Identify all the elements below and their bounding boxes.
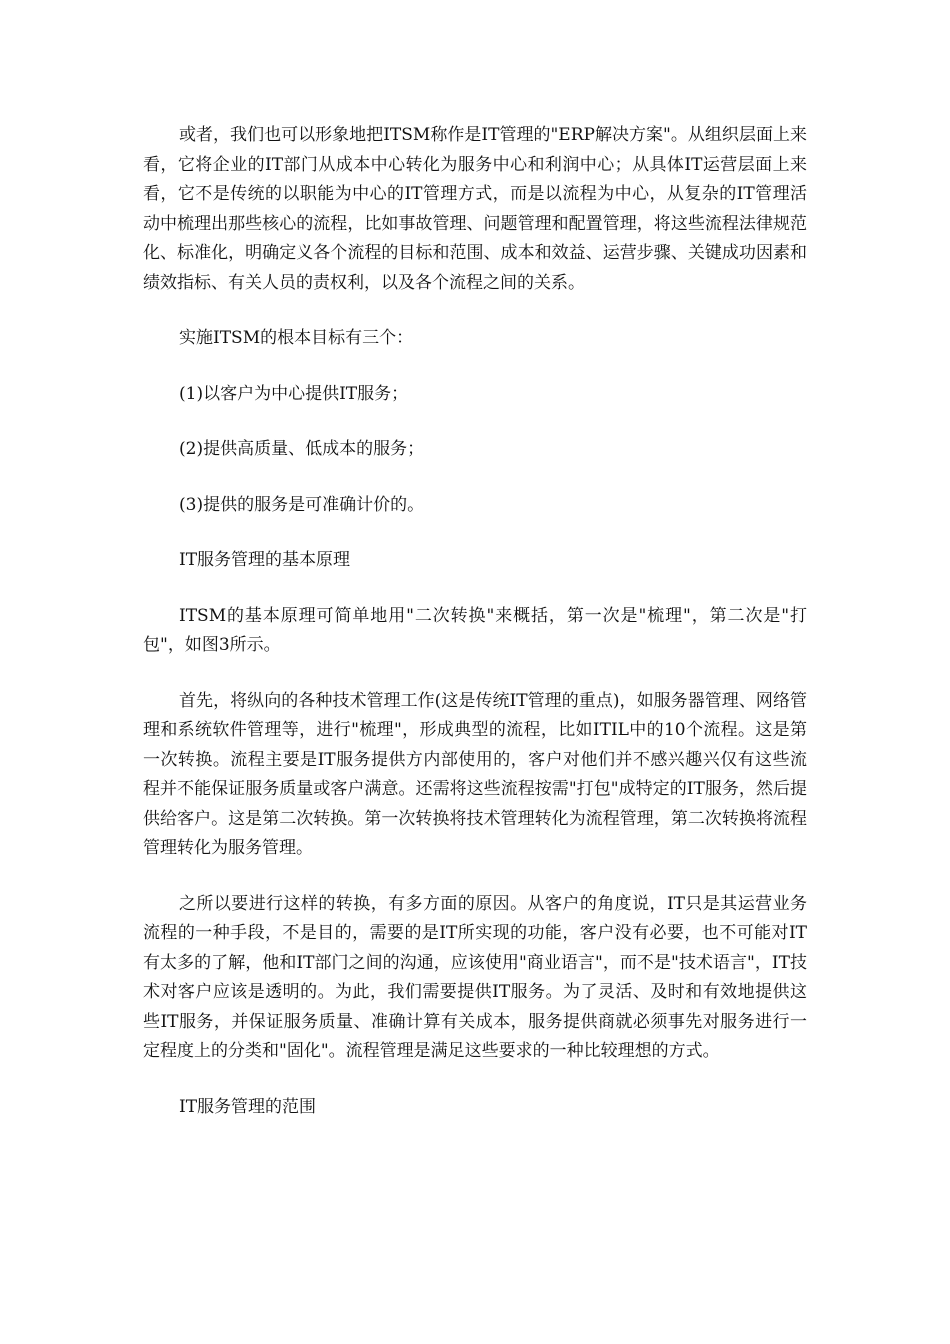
list-item-goal-2: (2)提供高质量、低成本的服务； — [179, 439, 425, 459]
section-heading-principles: IT服务管理的基本原理 — [179, 550, 351, 570]
paragraph-itsm-erp: 或者，我们也可以形象地把ITSM称作是IT管理的"ERP解决方案"。从组织层面上来看，它将企业的IT部门从成本中心转化为服务中心和利润中心；从具体IT运营层面上来看，它不是传统的以职能为中心的IT管理方式，而是以流程为中心，从复杂的IT管理活动中梳理出那些核心的流程，比如事故管理、问题管理和配置管理，将这些流程法律规范化、标准化，明确定义各个流程的目标和范围、成本和效益、运营步骤、关键成功因素和绩效指标、有关人员的责权利，以及各个流程之间的关系。 — [143, 125, 807, 293]
document-body — [143, 121, 807, 1148]
list-item-goal-3: (3)提供的服务是可准确计价的。 — [179, 494, 425, 515]
paragraph-first-conversion: 首先，将纵向的各种技术管理工作(这是传统IT管理的重点)，如服务器管理、网络管理和系统软件管理等，进行"梳理"，形成典型的流程，比如ITIL中的10个流程。这是第一次转换。流程主要是IT服务提供方内部使用的，客户对他们并不感兴趣兴仅有这些流程并不能保证服务质量或客户满意。还需将这些流程按需"打包"成特定的IT服务，然后提供给客户。这是第二次转换。第一次转换将技术管理转化为流程管理，第二次转换将流程管理转化为服务管理。 — [143, 690, 807, 858]
list-item-goal-1: (1)以客户为中心提供IT服务； — [179, 383, 409, 404]
paragraph-two-conversions: ITSM的基本原理可简单地用"二次转换"来概括，第一次是"梳理"，第二次是"打包"，如图3所示。 — [143, 605, 807, 655]
section-heading-scope: IT服务管理的范围 — [179, 1096, 317, 1117]
paragraph-goals-intro: 实施ITSM的根本目标有三个： — [179, 328, 414, 348]
paragraph-conversion-reasons: 之所以要进行这样的转换，有多方面的原因。从客户的角度说，IT只是其运营业务流程的一种手段，不是目的，需要的是IT所实现的功能，客户没有必要，也不可能对IT有太多的了解，他和IT部门之间的沟通，应该使用"商业语言"，而不是"技术语言"，IT技术对客户应该是透明的。为此，我们需要提供IT服务。为了灵活、及时和有效地提供这些IT服务，并保证服务质量、准确计算有关成本，服务提供商就必须事先对服务进行一定程度上的分类和"固化"。流程管理是满足这些要求的一种比较理想的方式。 — [143, 893, 807, 1061]
